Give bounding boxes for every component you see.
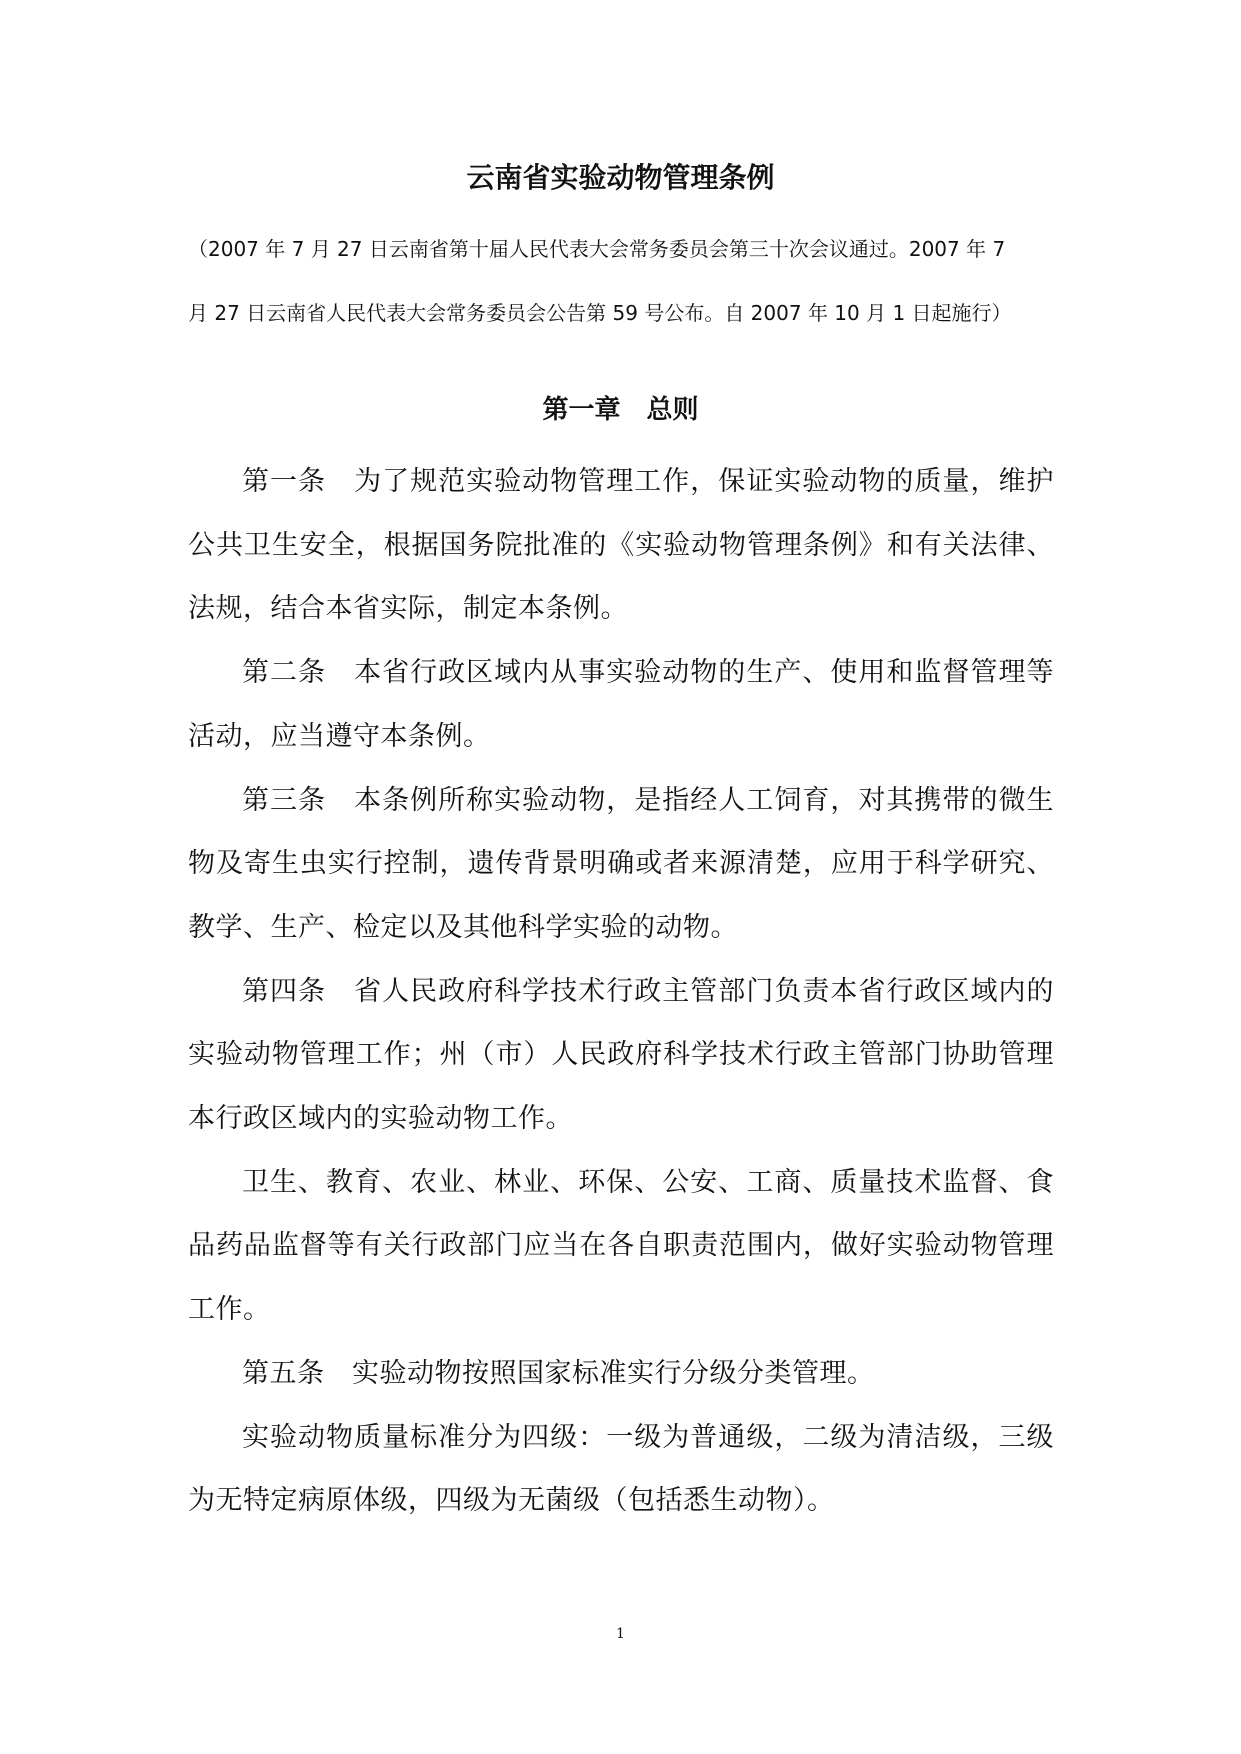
article-5-paragraph: 第五条 实验动物按照国家标准实行分级分类管理。: [242, 1357, 875, 1389]
document-subtitle-line-2: 月 27 日云南省人民代表大会常务委员会公告第 59 号公布。自 2007 年 10 月 1 日起施行）: [188, 301, 1012, 325]
article-2-paragraph: 第二条 本省行政区域内从事实验动物的生产、使用和监督管理等活动，应当遵守本条例。: [188, 657, 1054, 752]
document-title: 云南省实验动物管理条例: [466, 161, 775, 194]
document-subtitle-line-1: （2007 年 7 月 27 日云南省第十届人民代表大会常务委员会第三十次会议通过。2007 年 7: [188, 237, 1006, 261]
article-4-continuation-paragraph: 卫生、教育、农业、林业、环保、公安、工商、质量技术监督、食品药品监督等有关行政部门应当在各自职责范围内，做好实验动物管理工作。: [188, 1166, 1054, 1326]
page-number: 1: [616, 1626, 625, 1642]
article-3-paragraph: 第三条 本条例所称实验动物，是指经人工饲育，对其携带的微生物及寄生虫实行控制，遗传背景明确或者来源清楚，应用于科学研究、教学、生产、检定以及其他科学实验的动物。: [188, 784, 1054, 943]
article-5-continuation-paragraph: 实验动物质量标准分为四级：一级为普通级，二级为清洁级，三级为无特定病原体级，四级为无菌级（包括悉生动物）。: [188, 1421, 1054, 1517]
chapter-heading: 第一章 总则: [542, 395, 699, 425]
article-4-paragraph: 第四条 省人民政府科学技术行政主管部门负责本省行政区域内的实验动物管理工作；州（市）人民政府科学技术行政主管部门协助管理本行政区域内的实验动物工作。: [188, 975, 1054, 1135]
article-1-paragraph: 第一条 为了规范实验动物管理工作，保证实验动物的质量，维护公共卫生安全，根据国务院批准的《实验动物管理条例》和有关法律、法规，结合本省实际，制定本条例。: [188, 466, 1054, 625]
document-body: [188, 450, 1054, 1533]
